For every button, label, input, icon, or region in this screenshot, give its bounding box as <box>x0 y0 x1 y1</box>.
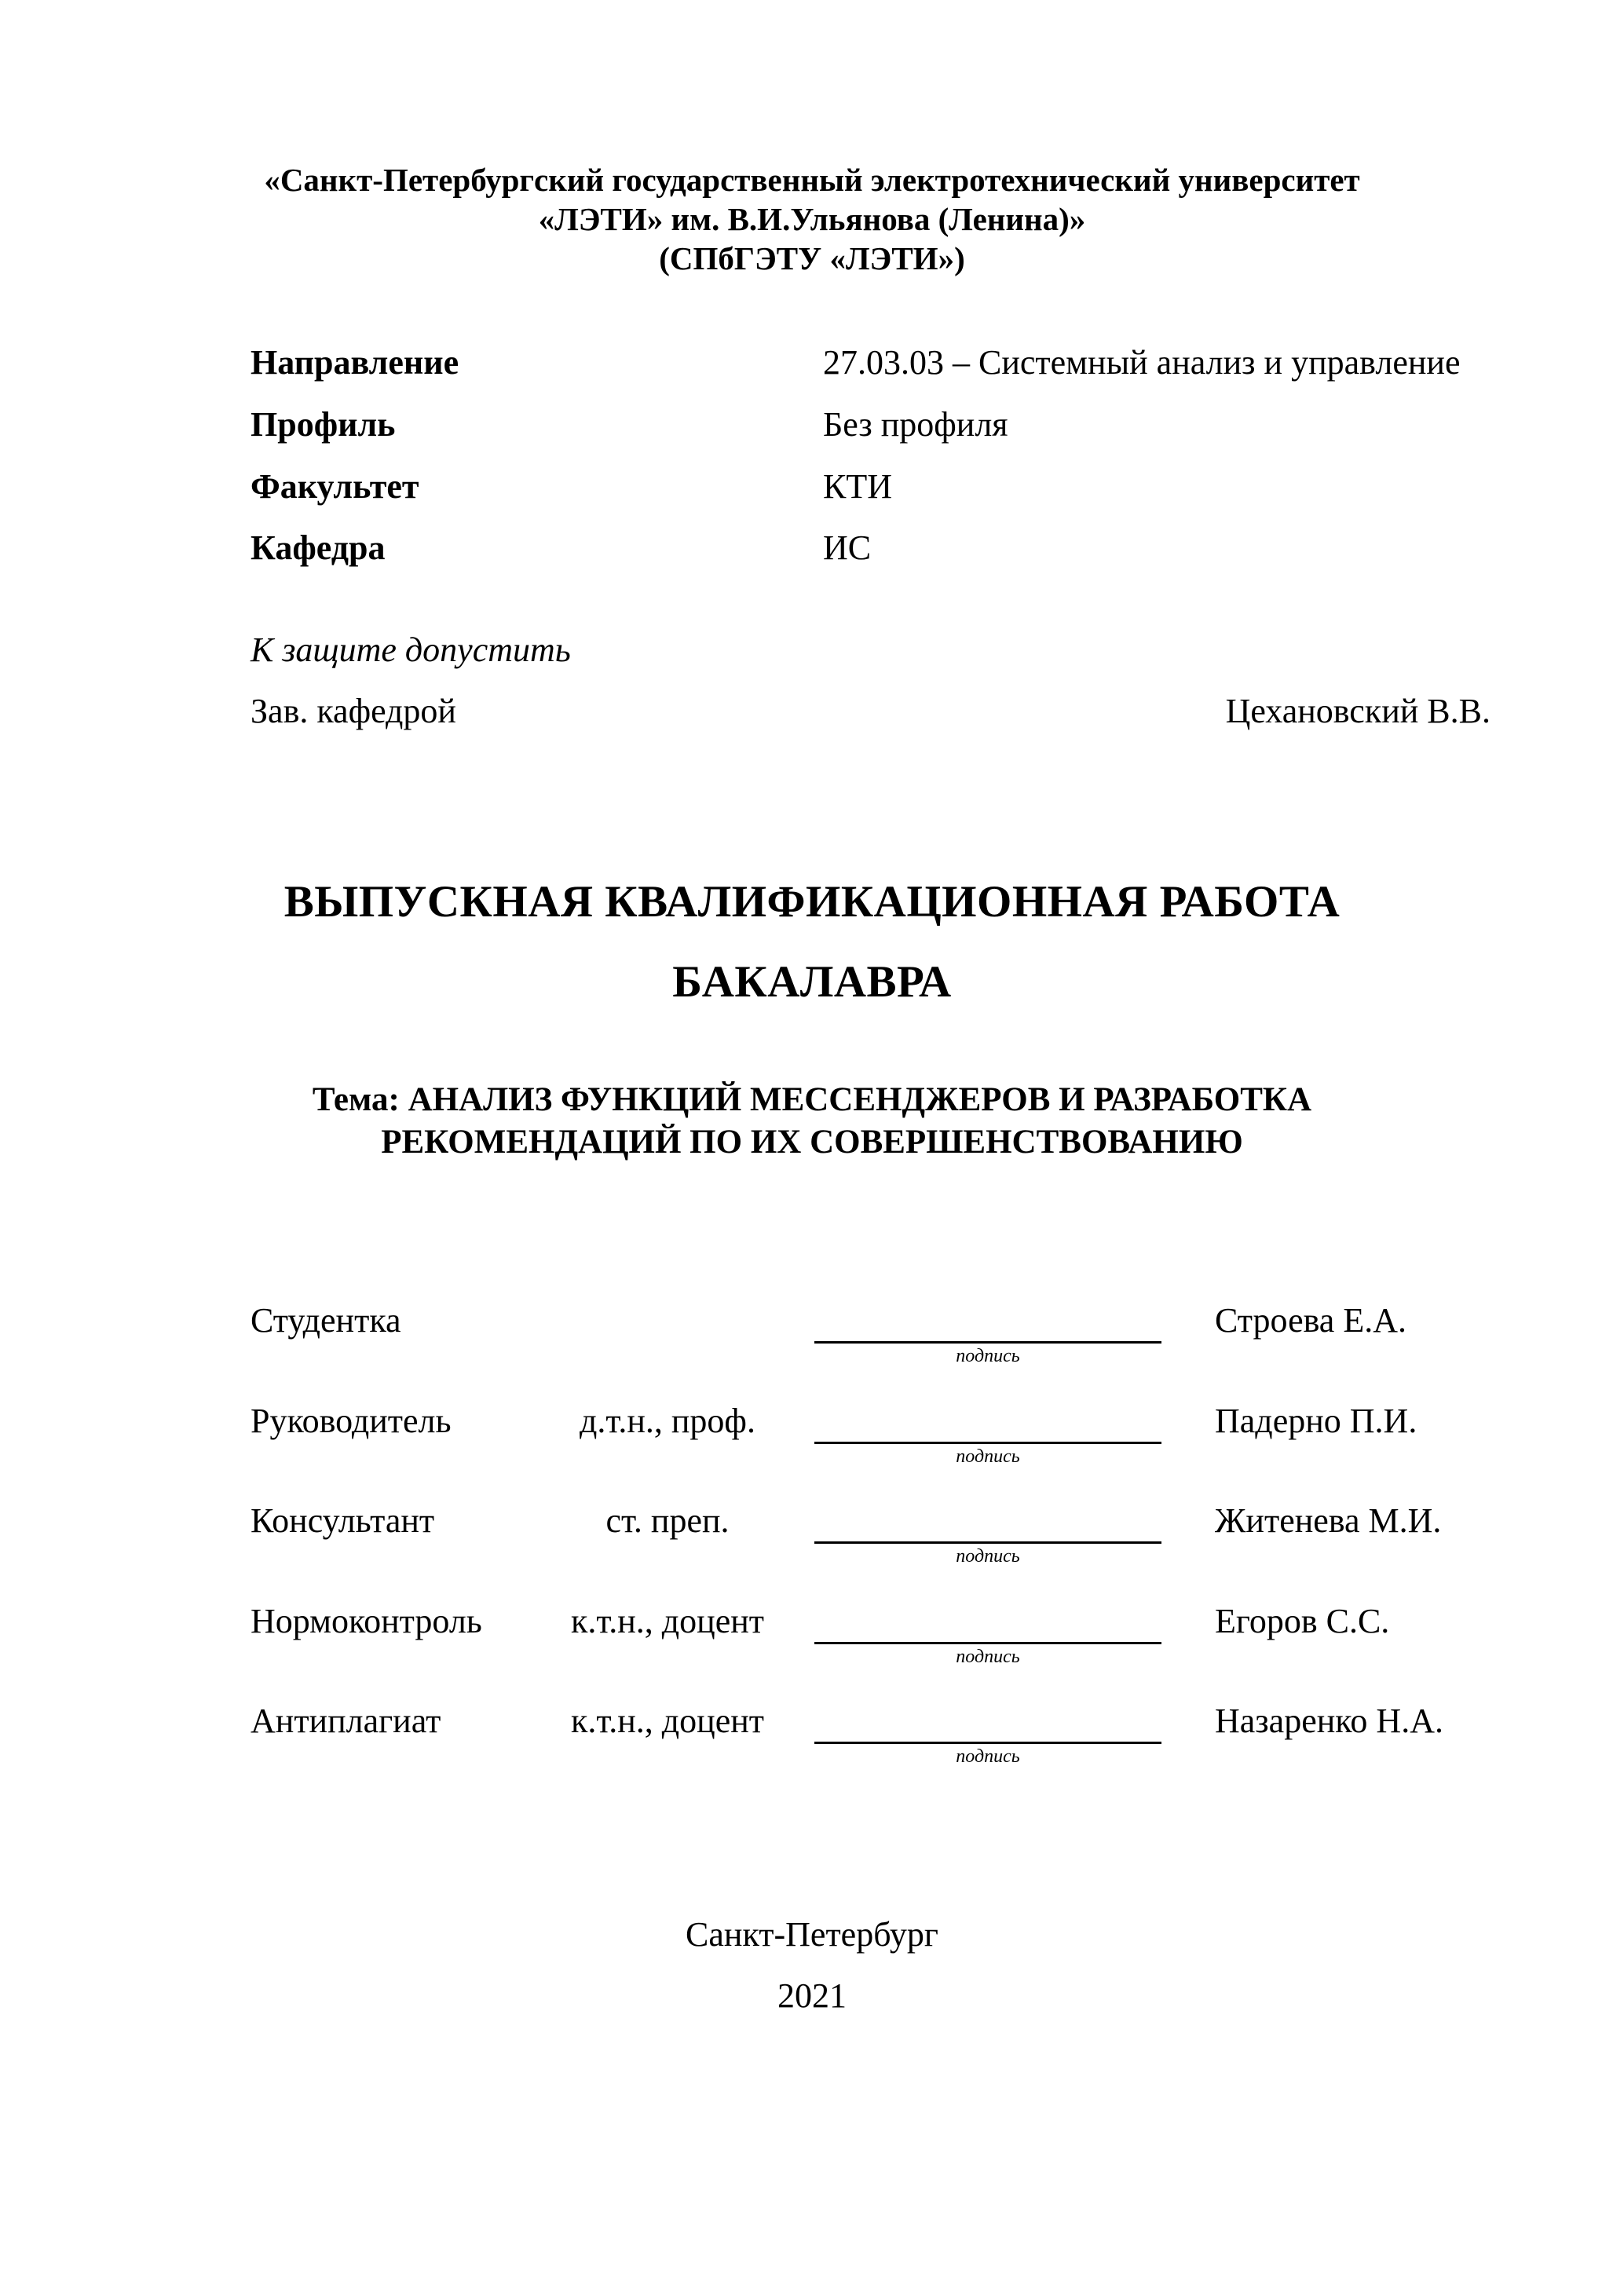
head-of-department-label: Зав. кафедрой <box>251 692 456 730</box>
signature-hint: подпись <box>956 1746 1020 1767</box>
signature-hint: подпись <box>956 1346 1020 1366</box>
topic-line1: Тема: АНАЛИЗ ФУНКЦИЙ МЕССЕНДЖЕРОВ И РАЗРАБОТКА <box>312 1081 1312 1118</box>
info-label-department: Кафедра <box>251 528 386 567</box>
footer-city: Санкт-Петербург <box>686 1915 938 1954</box>
signature-degree: ст. преп. <box>605 1501 730 1540</box>
info-label-faculty: Факультет <box>251 467 419 506</box>
signature-line <box>814 1442 1161 1444</box>
signature-role: Нормоконтроль <box>251 1602 482 1640</box>
admit-to-defense-text: К защите допустить <box>251 631 571 669</box>
info-label-direction: Направление <box>251 343 459 382</box>
university-name-line2: «ЛЭТИ» им. В.И.Ульянова (Ленина)» <box>538 201 1086 237</box>
signature-role: Консультант <box>251 1501 435 1540</box>
signature-degree: д.т.н., проф. <box>580 1402 755 1440</box>
signature-line <box>814 1341 1161 1344</box>
signature-name: Житенева М.И. <box>1215 1501 1442 1540</box>
head-of-department-name: Цехановский В.В. <box>1225 692 1490 730</box>
signature-name: Егоров С.С. <box>1215 1602 1390 1640</box>
university-name-line1: «Санкт-Петербургский государственный электротехнический университет <box>264 162 1360 198</box>
signature-name: Падерно П.И. <box>1215 1402 1417 1440</box>
document-title-line1: ВЫПУСКНАЯ КВАЛИФИКАЦИОННАЯ РАБОТА <box>283 877 1341 927</box>
footer-year: 2021 <box>777 1976 847 2015</box>
signature-degree: к.т.н., доцент <box>570 1702 765 1740</box>
topic-line2: РЕКОМЕНДАЦИЙ ПО ИХ СОВЕРШЕНСТВОВАНИЮ <box>381 1124 1243 1161</box>
document-title-line2: БАКАЛАВРА <box>672 957 952 1007</box>
info-value-profile: Без профиля <box>823 405 1008 444</box>
signature-name: Строева Е.А. <box>1215 1301 1406 1340</box>
info-value-department: ИС <box>823 528 872 567</box>
signature-line <box>814 1742 1161 1744</box>
signature-line <box>814 1541 1161 1544</box>
info-value-direction: 27.03.03 – Системный анализ и управление <box>823 343 1461 382</box>
signature-degree: к.т.н., доцент <box>570 1602 765 1640</box>
signature-hint: подпись <box>956 1546 1020 1567</box>
signature-line <box>814 1642 1161 1644</box>
university-abbreviation: (СПбГЭТУ «ЛЭТИ») <box>659 240 965 276</box>
signature-hint: подпись <box>956 1446 1020 1467</box>
info-value-faculty: КТИ <box>823 467 892 506</box>
signature-name: Назаренко Н.А. <box>1215 1702 1443 1740</box>
signature-hint: подпись <box>956 1647 1020 1667</box>
signature-role: Руководитель <box>251 1402 452 1440</box>
signature-role: Антиплагиат <box>251 1702 441 1740</box>
info-label-profile: Профиль <box>251 405 396 444</box>
signature-role: Студентка <box>251 1301 401 1340</box>
